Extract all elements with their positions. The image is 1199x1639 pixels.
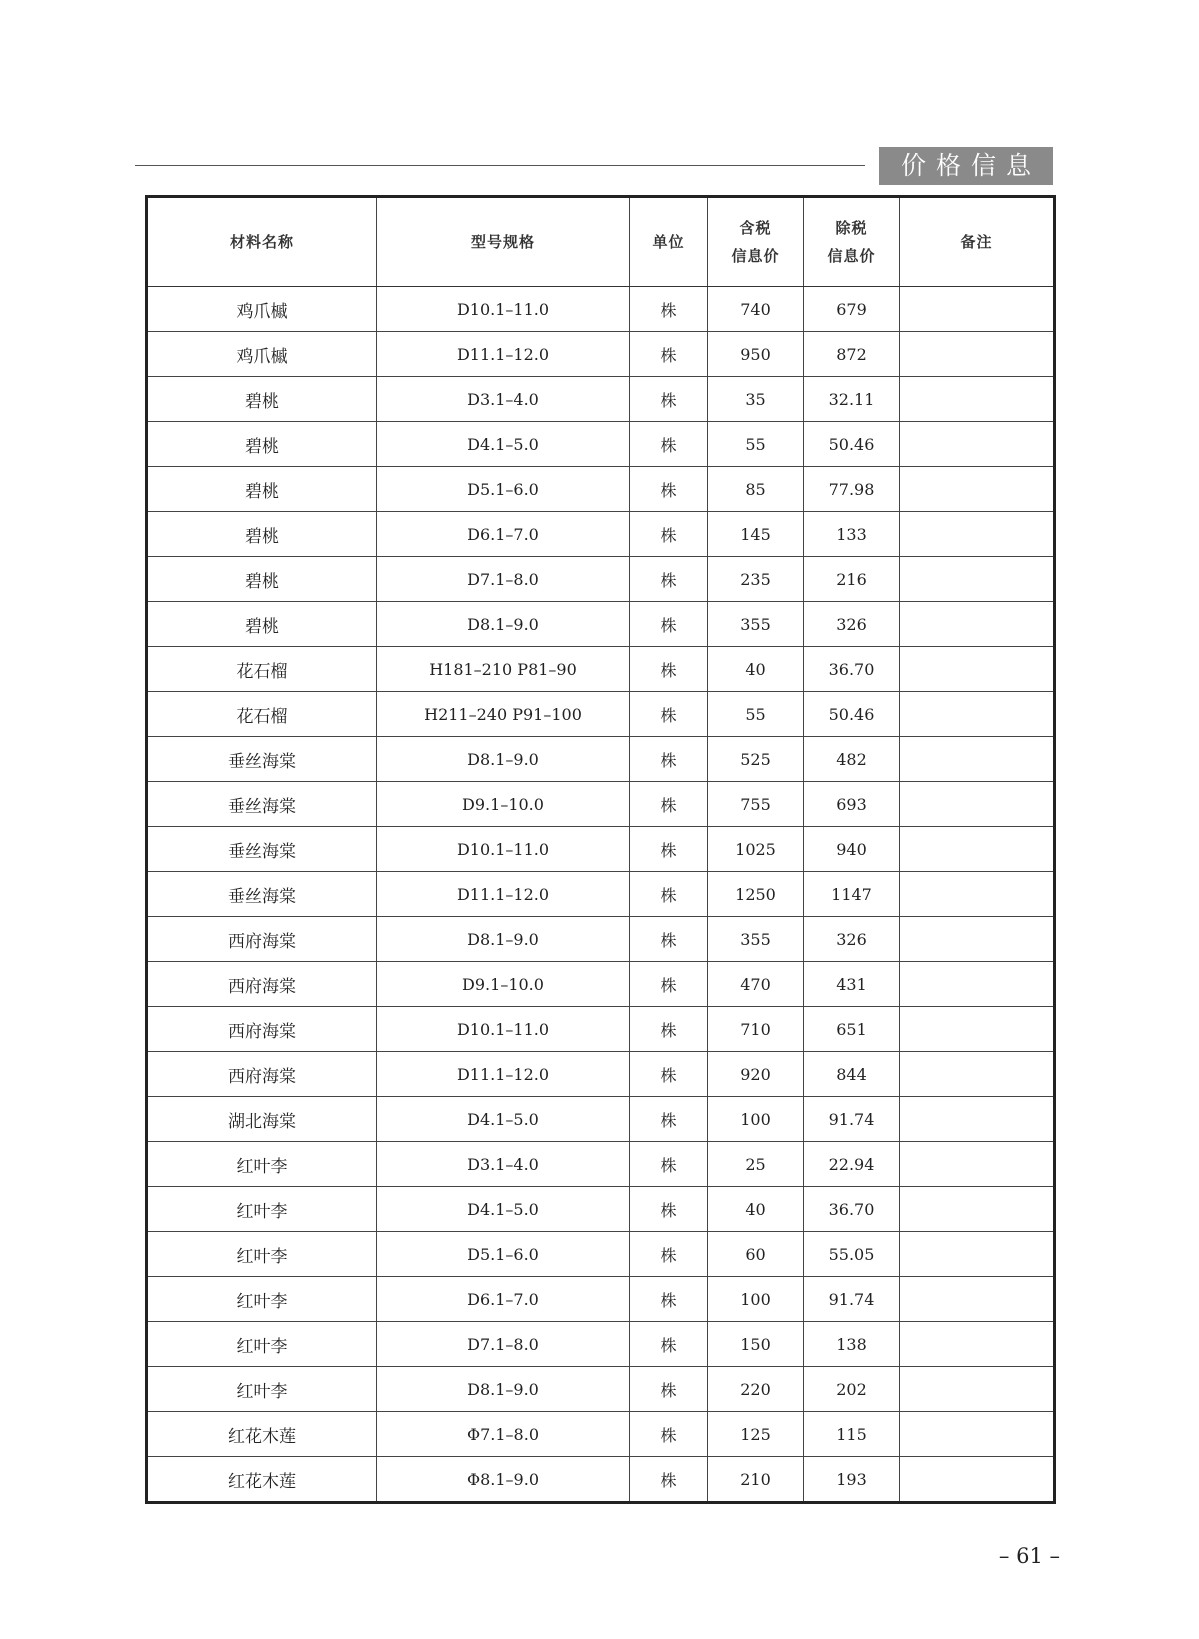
table-row — [147, 422, 1055, 467]
cell-price-tax: 125 — [708, 1412, 804, 1457]
cell-spec: D11.1–12.0 — [377, 872, 630, 917]
cell-unit: 株 — [630, 692, 708, 737]
cell-remark — [900, 1142, 1055, 1187]
cell-remark — [900, 647, 1055, 692]
cell-remark — [900, 962, 1055, 1007]
cell-unit: 株 — [630, 332, 708, 377]
cell-price-notax: 36.70 — [804, 1187, 900, 1232]
cell-name: 碧桃 — [147, 512, 377, 557]
cell-name: 红花木莲 — [147, 1412, 377, 1457]
cell-unit: 株 — [630, 422, 708, 467]
header-name: 材料名称 — [147, 197, 377, 287]
table-row — [147, 647, 1055, 692]
cell-spec: D11.1–12.0 — [377, 332, 630, 377]
cell-spec: D11.1–12.0 — [377, 1052, 630, 1097]
table-row — [147, 737, 1055, 782]
cell-unit: 株 — [630, 512, 708, 557]
header-unit: 单位 — [630, 197, 708, 287]
table-row — [147, 1007, 1055, 1052]
cell-spec: Φ8.1–9.0 — [377, 1457, 630, 1503]
cell-price-tax: 85 — [708, 467, 804, 512]
cell-remark — [900, 287, 1055, 332]
cell-name: 西府海棠 — [147, 1007, 377, 1052]
header-rule — [135, 165, 865, 166]
cell-price-tax: 100 — [708, 1097, 804, 1142]
table-body — [147, 287, 1055, 1503]
cell-price-tax: 355 — [708, 602, 804, 647]
cell-price-tax: 25 — [708, 1142, 804, 1187]
header-price-notax-line2: 信息价 — [827, 247, 876, 265]
table-row — [147, 467, 1055, 512]
cell-remark — [900, 1277, 1055, 1322]
cell-price-tax: 710 — [708, 1007, 804, 1052]
cell-spec: D6.1–7.0 — [377, 1277, 630, 1322]
table-row — [147, 1232, 1055, 1277]
cell-unit: 株 — [630, 1052, 708, 1097]
cell-unit: 株 — [630, 287, 708, 332]
cell-price-tax: 145 — [708, 512, 804, 557]
cell-price-notax: 133 — [804, 512, 900, 557]
price-table — [145, 195, 1056, 1504]
header-price-tax — [708, 197, 804, 287]
cell-spec: D4.1–5.0 — [377, 422, 630, 467]
cell-name: 红叶李 — [147, 1142, 377, 1187]
table-row — [147, 782, 1055, 827]
cell-remark — [900, 917, 1055, 962]
cell-name: 碧桃 — [147, 557, 377, 602]
cell-remark — [900, 782, 1055, 827]
cell-remark — [900, 827, 1055, 872]
cell-name: 花石榴 — [147, 692, 377, 737]
cell-unit: 株 — [630, 647, 708, 692]
cell-price-notax: 1147 — [804, 872, 900, 917]
cell-price-tax: 525 — [708, 737, 804, 782]
cell-name: 垂丝海棠 — [147, 827, 377, 872]
cell-price-notax: 115 — [804, 1412, 900, 1457]
table-row — [147, 1277, 1055, 1322]
table-row — [147, 1187, 1055, 1232]
cell-remark — [900, 1187, 1055, 1232]
cell-price-notax: 326 — [804, 602, 900, 647]
table-row — [147, 1322, 1055, 1367]
cell-price-tax: 235 — [708, 557, 804, 602]
cell-name: 碧桃 — [147, 467, 377, 512]
cell-spec: Φ7.1–8.0 — [377, 1412, 630, 1457]
cell-price-tax: 100 — [708, 1277, 804, 1322]
cell-spec: D7.1–8.0 — [377, 1322, 630, 1367]
table-row — [147, 1457, 1055, 1503]
cell-remark — [900, 332, 1055, 377]
cell-name: 花石榴 — [147, 647, 377, 692]
cell-price-notax: 940 — [804, 827, 900, 872]
cell-unit: 株 — [630, 737, 708, 782]
cell-unit: 株 — [630, 1187, 708, 1232]
cell-spec: D10.1–11.0 — [377, 1007, 630, 1052]
cell-name: 湖北海棠 — [147, 1097, 377, 1142]
cell-price-notax: 138 — [804, 1322, 900, 1367]
cell-price-notax: 55.05 — [804, 1232, 900, 1277]
cell-price-notax: 431 — [804, 962, 900, 1007]
cell-price-notax: 202 — [804, 1367, 900, 1412]
cell-price-notax: 91.74 — [804, 1277, 900, 1322]
cell-spec: D9.1–10.0 — [377, 782, 630, 827]
table-row — [147, 692, 1055, 737]
table-row — [147, 1097, 1055, 1142]
cell-remark — [900, 1052, 1055, 1097]
cell-price-notax: 77.98 — [804, 467, 900, 512]
cell-remark — [900, 422, 1055, 467]
cell-name: 碧桃 — [147, 602, 377, 647]
cell-price-tax: 740 — [708, 287, 804, 332]
cell-unit: 株 — [630, 1367, 708, 1412]
table-row — [147, 602, 1055, 647]
cell-price-tax: 35 — [708, 377, 804, 422]
cell-price-tax: 40 — [708, 647, 804, 692]
cell-name: 西府海棠 — [147, 917, 377, 962]
cell-name: 碧桃 — [147, 422, 377, 467]
table-row — [147, 557, 1055, 602]
cell-price-tax: 220 — [708, 1367, 804, 1412]
table-row — [147, 962, 1055, 1007]
table-row — [147, 332, 1055, 377]
page-number: – 61 – — [998, 1544, 1060, 1568]
header-price-notax-line1: 除税 — [835, 219, 868, 237]
cell-remark — [900, 872, 1055, 917]
cell-price-notax: 36.70 — [804, 647, 900, 692]
cell-spec: D5.1–6.0 — [377, 1232, 630, 1277]
cell-price-tax: 55 — [708, 692, 804, 737]
cell-unit: 株 — [630, 602, 708, 647]
cell-unit: 株 — [630, 377, 708, 422]
cell-unit: 株 — [630, 782, 708, 827]
cell-price-notax: 22.94 — [804, 1142, 900, 1187]
cell-price-tax: 60 — [708, 1232, 804, 1277]
cell-remark — [900, 557, 1055, 602]
cell-price-tax: 355 — [708, 917, 804, 962]
cell-unit: 株 — [630, 962, 708, 1007]
cell-unit: 株 — [630, 1277, 708, 1322]
cell-spec: D3.1–4.0 — [377, 1142, 630, 1187]
cell-spec: D5.1–6.0 — [377, 467, 630, 512]
table-row — [147, 1142, 1055, 1187]
cell-price-notax: 679 — [804, 287, 900, 332]
cell-spec: D4.1–5.0 — [377, 1187, 630, 1232]
cell-name: 碧桃 — [147, 377, 377, 422]
cell-unit: 株 — [630, 1457, 708, 1503]
cell-name: 红叶李 — [147, 1367, 377, 1412]
header-price-tax-line2: 信息价 — [731, 247, 780, 265]
cell-name: 红叶李 — [147, 1277, 377, 1322]
cell-spec: H211–240 P91–100 — [377, 692, 630, 737]
cell-spec: D9.1–10.0 — [377, 962, 630, 1007]
cell-name: 鸡爪槭 — [147, 332, 377, 377]
table-row — [147, 1412, 1055, 1457]
cell-unit: 株 — [630, 467, 708, 512]
cell-spec: D8.1–9.0 — [377, 737, 630, 782]
cell-name: 红叶李 — [147, 1232, 377, 1277]
cell-name: 鸡爪槭 — [147, 287, 377, 332]
cell-price-notax: 193 — [804, 1457, 900, 1503]
header-spec: 型号规格 — [377, 197, 630, 287]
cell-name: 垂丝海棠 — [147, 782, 377, 827]
cell-unit: 株 — [630, 1097, 708, 1142]
cell-spec: D3.1–4.0 — [377, 377, 630, 422]
table-row — [147, 872, 1055, 917]
table-row — [147, 827, 1055, 872]
cell-name: 垂丝海棠 — [147, 872, 377, 917]
cell-price-notax: 216 — [804, 557, 900, 602]
cell-name: 红叶李 — [147, 1322, 377, 1367]
cell-remark — [900, 1232, 1055, 1277]
cell-price-tax: 210 — [708, 1457, 804, 1503]
cell-remark — [900, 737, 1055, 782]
table-row — [147, 287, 1055, 332]
cell-name: 垂丝海棠 — [147, 737, 377, 782]
cell-spec: D6.1–7.0 — [377, 512, 630, 557]
cell-unit: 株 — [630, 827, 708, 872]
cell-unit: 株 — [630, 872, 708, 917]
cell-spec: D8.1–9.0 — [377, 1367, 630, 1412]
cell-unit: 株 — [630, 1322, 708, 1367]
cell-price-notax: 693 — [804, 782, 900, 827]
cell-price-tax: 1250 — [708, 872, 804, 917]
cell-price-notax: 32.11 — [804, 377, 900, 422]
cell-name: 西府海棠 — [147, 962, 377, 1007]
cell-name: 西府海棠 — [147, 1052, 377, 1097]
cell-price-notax: 872 — [804, 332, 900, 377]
cell-price-notax: 50.46 — [804, 422, 900, 467]
table-row — [147, 1367, 1055, 1412]
cell-name: 红叶李 — [147, 1187, 377, 1232]
cell-remark — [900, 1097, 1055, 1142]
cell-spec: D10.1–11.0 — [377, 827, 630, 872]
cell-remark — [900, 1367, 1055, 1412]
cell-price-tax: 1025 — [708, 827, 804, 872]
cell-remark — [900, 602, 1055, 647]
cell-price-tax: 470 — [708, 962, 804, 1007]
cell-price-notax: 482 — [804, 737, 900, 782]
cell-remark — [900, 1412, 1055, 1457]
cell-remark — [900, 1007, 1055, 1052]
cell-remark — [900, 467, 1055, 512]
cell-unit: 株 — [630, 917, 708, 962]
header-price-notax — [804, 197, 900, 287]
cell-price-notax: 326 — [804, 917, 900, 962]
cell-price-notax: 91.74 — [804, 1097, 900, 1142]
table-header-row — [147, 197, 1055, 287]
cell-spec: D4.1–5.0 — [377, 1097, 630, 1142]
table-row — [147, 1052, 1055, 1097]
cell-price-tax: 40 — [708, 1187, 804, 1232]
table-row — [147, 377, 1055, 422]
cell-remark — [900, 692, 1055, 737]
cell-spec: H181–210 P81–90 — [377, 647, 630, 692]
cell-price-tax: 755 — [708, 782, 804, 827]
cell-unit: 株 — [630, 1412, 708, 1457]
cell-price-tax: 150 — [708, 1322, 804, 1367]
cell-price-tax: 920 — [708, 1052, 804, 1097]
cell-price-notax: 651 — [804, 1007, 900, 1052]
cell-price-tax: 55 — [708, 422, 804, 467]
cell-price-tax: 950 — [708, 332, 804, 377]
section-title: 价格信息 — [879, 147, 1053, 185]
cell-unit: 株 — [630, 1007, 708, 1052]
cell-spec: D10.1–11.0 — [377, 287, 630, 332]
cell-price-notax: 50.46 — [804, 692, 900, 737]
cell-price-notax: 844 — [804, 1052, 900, 1097]
cell-unit: 株 — [630, 557, 708, 602]
cell-spec: D8.1–9.0 — [377, 917, 630, 962]
cell-spec: D7.1–8.0 — [377, 557, 630, 602]
header-price-tax-line1: 含税 — [739, 219, 772, 237]
cell-remark — [900, 377, 1055, 422]
table-row — [147, 512, 1055, 557]
cell-remark — [900, 512, 1055, 557]
cell-unit: 株 — [630, 1232, 708, 1277]
cell-remark — [900, 1457, 1055, 1503]
cell-name: 红花木莲 — [147, 1457, 377, 1503]
cell-spec: D8.1–9.0 — [377, 602, 630, 647]
cell-remark — [900, 1322, 1055, 1367]
cell-unit: 株 — [630, 1142, 708, 1187]
header-remark: 备注 — [900, 197, 1055, 287]
table-row — [147, 917, 1055, 962]
